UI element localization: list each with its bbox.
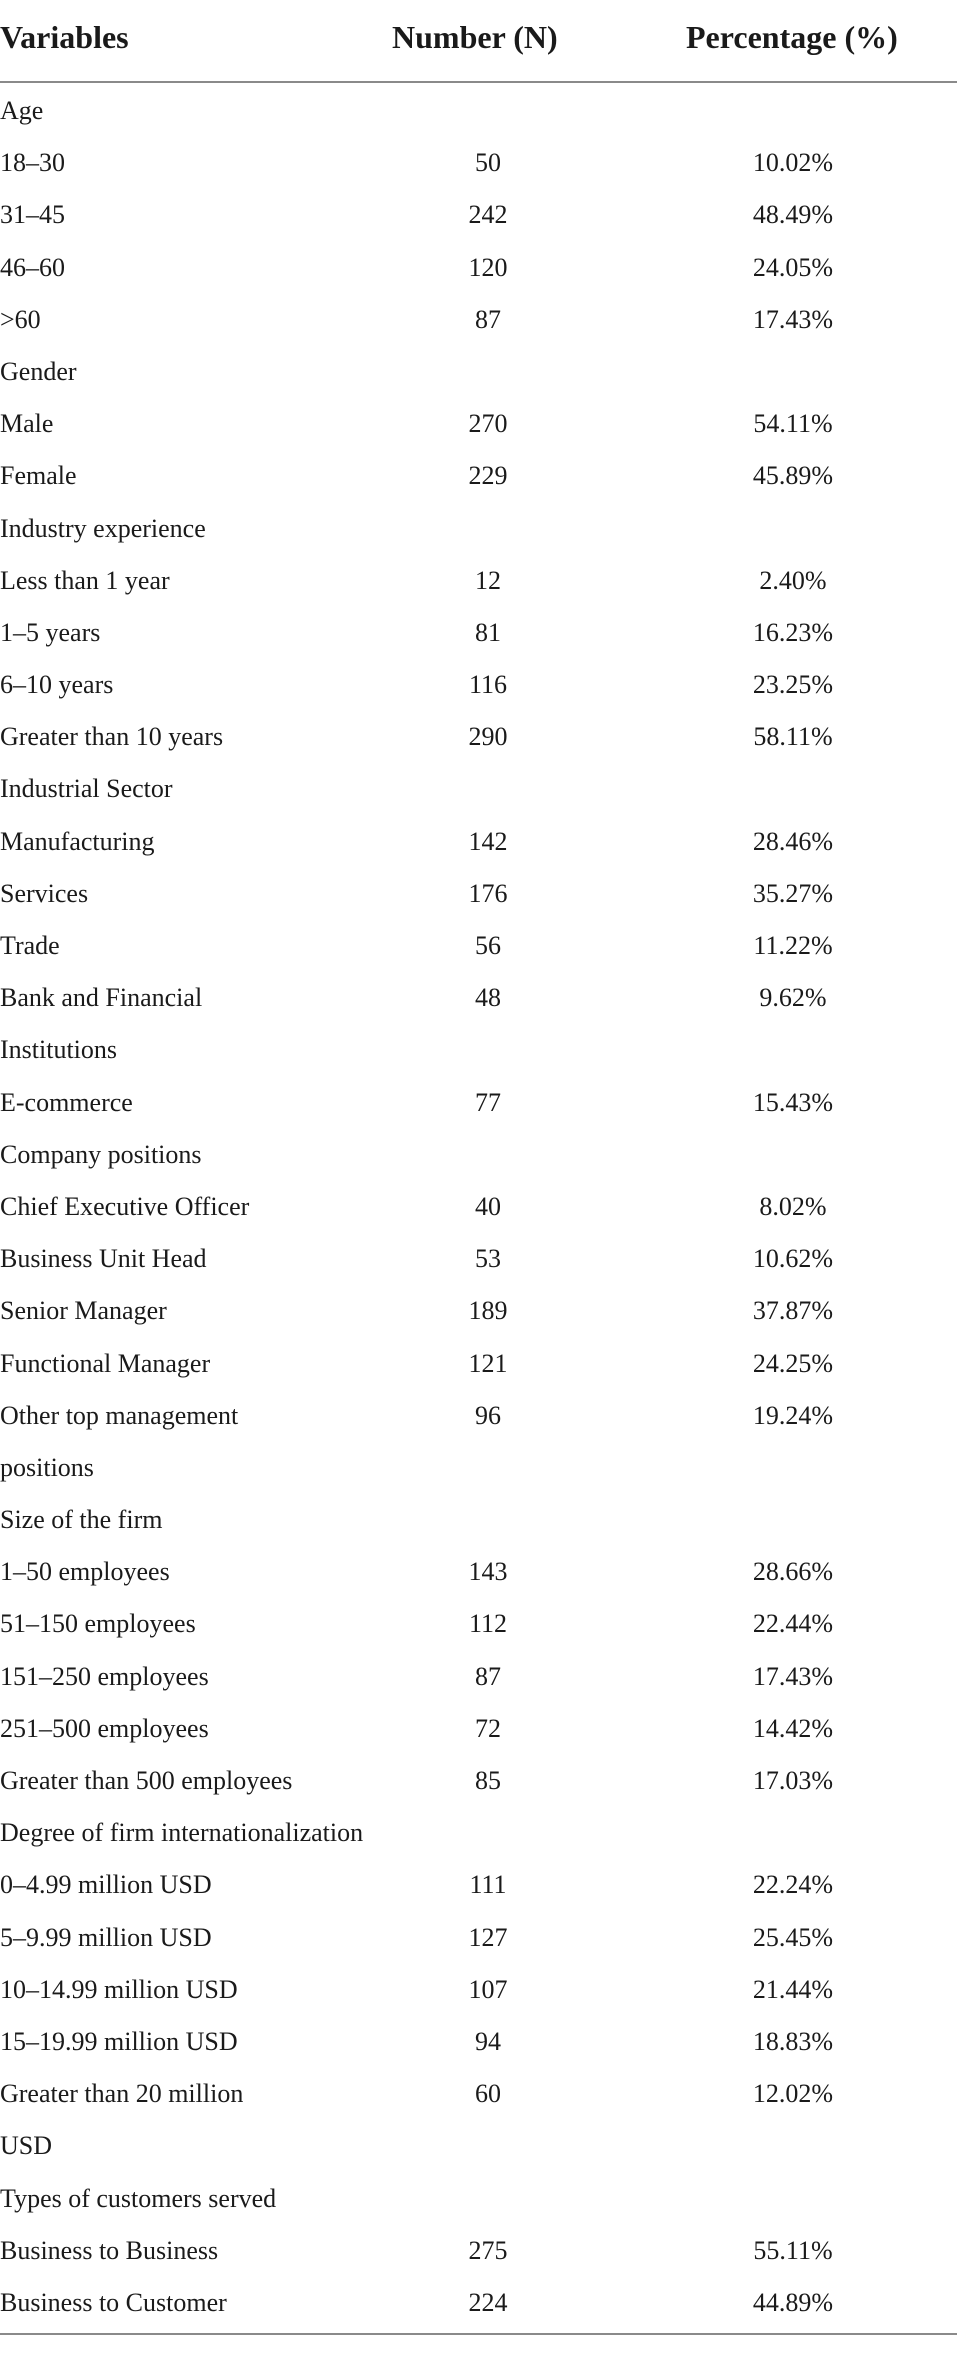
variable-cell: Company positions (0, 1139, 202, 1169)
table-row: Manufacturing 142 28.46% (0, 826, 834, 856)
variable-cell: Female (0, 461, 77, 491)
table-row: Greater than 500 employees 85 17.03% (0, 1766, 834, 1795)
table-row: Business to Business 275 55.11% (0, 2235, 833, 2265)
variable-cell: 31–45 (0, 200, 65, 230)
variable-cell: Business to Customer (0, 2287, 227, 2317)
variable-cell: 151–250 employees (0, 1661, 209, 1691)
table-row: Bank and Financial 48 9.62% (0, 983, 827, 1013)
table-row: 5–9.99 million USD 127 25.45% (0, 1922, 834, 1952)
variable-cell: 1–50 employees (0, 1557, 170, 1587)
table-row: Greater than 10 years 290 58.11% (0, 722, 833, 752)
variable-cell: 1–5 years (0, 617, 101, 647)
variable-cell: Degree of firm internationalization (0, 1818, 364, 1848)
table-row: 1–50 employees 143 28.66% (0, 1557, 834, 1587)
header-variables: Variables (0, 19, 129, 55)
table-row: 251–500 employees 72 14.42% (0, 1713, 834, 1743)
variable-cell: 5–9.99 million USD (0, 1922, 212, 1952)
variable-cell: Industry experience (0, 513, 206, 543)
variable-cell: Trade (0, 931, 60, 960)
table-row (0, 2172, 957, 2224)
variable-cell: 0–4.99 million USD (0, 1870, 212, 1900)
table-header (0, 0, 957, 84)
variable-cell: 251–500 employees (0, 1713, 209, 1743)
table-row: Chief Executive Officer 40 8.02% (0, 1191, 827, 1221)
table-row: E-commerce 77 15.43% (0, 1087, 834, 1117)
variable-cell: Other top management (0, 1400, 239, 1430)
table-row: Business to Customer 224 44.89% (0, 2287, 834, 2317)
variable-cell: Business to Business (0, 2235, 219, 2265)
variable-cell: 51–150 employees (0, 1609, 196, 1639)
table-row: 10–14.99 million USD 107 21.44% (0, 1974, 834, 2004)
table-row: Other top management 96 19.24% (0, 1400, 834, 1430)
table-row: 0–4.99 million USD 111 22.24% (0, 1870, 834, 1900)
variable-cell: positions (0, 1452, 94, 1482)
table-row (0, 2119, 957, 2171)
variable-cell: >60 (0, 304, 41, 334)
table-row: Trade 56 11.22% (0, 931, 833, 960)
table-row: 1–5 years 81 16.23% (0, 617, 834, 647)
header-number: Number (N) (392, 19, 558, 55)
table-row: >60 87 17.43% (0, 304, 834, 334)
table-row: Services 176 35.27% (0, 878, 834, 908)
table-row (0, 84, 957, 136)
variable-cell: Greater than 20 million (0, 2079, 244, 2109)
variable-cell: Services (0, 878, 89, 908)
table-bottom-divider (0, 2333, 957, 2335)
table-row: 151–250 employees 87 17.43% (0, 1661, 834, 1691)
variable-cell: 15–19.99 million USD (0, 2026, 238, 2056)
variable-cell: Chief Executive Officer (0, 1191, 250, 1221)
variable-cell: Age (0, 96, 44, 125)
variable-cell: Size of the firm (0, 1505, 163, 1535)
table-row: Senior Manager 189 37.87% (0, 1296, 834, 1326)
table-row: Functional Manager 121 24.25% (0, 1348, 834, 1378)
variable-cell: Greater than 10 years (0, 722, 224, 752)
variable-cell: Senior Manager (0, 1296, 167, 1326)
header-percentage: Percentage (%) (686, 19, 898, 55)
table-row: Male 270 54.11% (0, 409, 833, 439)
table-row: Less than 1 year 12 2.40% (0, 565, 827, 595)
table-row (0, 1023, 957, 1075)
table-row (0, 762, 957, 814)
variable-cell: 46–60 (0, 252, 65, 282)
table-row: Greater than 20 million 60 12.02% (0, 2079, 834, 2109)
variable-cell: 10–14.99 million USD (0, 1974, 238, 2004)
variable-cell: Types of customers served (0, 2183, 277, 2213)
variable-cell: Industrial Sector (0, 774, 173, 804)
variable-cell: 18–30 (0, 148, 65, 178)
variable-cell: 6–10 years (0, 670, 114, 700)
variable-cell: Greater than 500 employees (0, 1766, 293, 1795)
table-row (0, 1806, 957, 1858)
table-row: Business Unit Head 53 10.62% (0, 1244, 834, 1274)
variable-cell: Manufacturing (0, 826, 155, 856)
variable-cell: Functional Manager (0, 1348, 211, 1378)
header-divider (0, 81, 957, 83)
table-row (0, 1493, 957, 1545)
table-row: 18–30 50 10.02% (0, 148, 834, 178)
table-row (0, 502, 957, 554)
variable-cell: Bank and Financial (0, 983, 203, 1013)
variable-cell: E-commerce (0, 1087, 133, 1117)
variable-cell: Business Unit Head (0, 1244, 207, 1274)
variable-cell: Male (0, 409, 54, 439)
variable-cell: USD (0, 2131, 53, 2161)
table-row (0, 345, 957, 397)
table-row: 46–60 120 24.05% (0, 252, 834, 282)
table-row: 51–150 employees 112 22.44% (0, 1609, 834, 1639)
table-row (0, 1128, 957, 1180)
table-row: 31–45 242 48.49% (0, 200, 834, 230)
table-row: 6–10 years 116 23.25% (0, 670, 834, 700)
variable-cell: Less than 1 year (0, 565, 170, 595)
table-body (0, 84, 957, 2328)
variable-cell: Institutions (0, 1035, 118, 1065)
table-row: 15–19.99 million USD 94 18.83% (0, 2026, 834, 2056)
variable-cell: Gender (0, 356, 77, 386)
table-row: Female 229 45.89% (0, 461, 834, 491)
table-row (0, 1441, 957, 1493)
